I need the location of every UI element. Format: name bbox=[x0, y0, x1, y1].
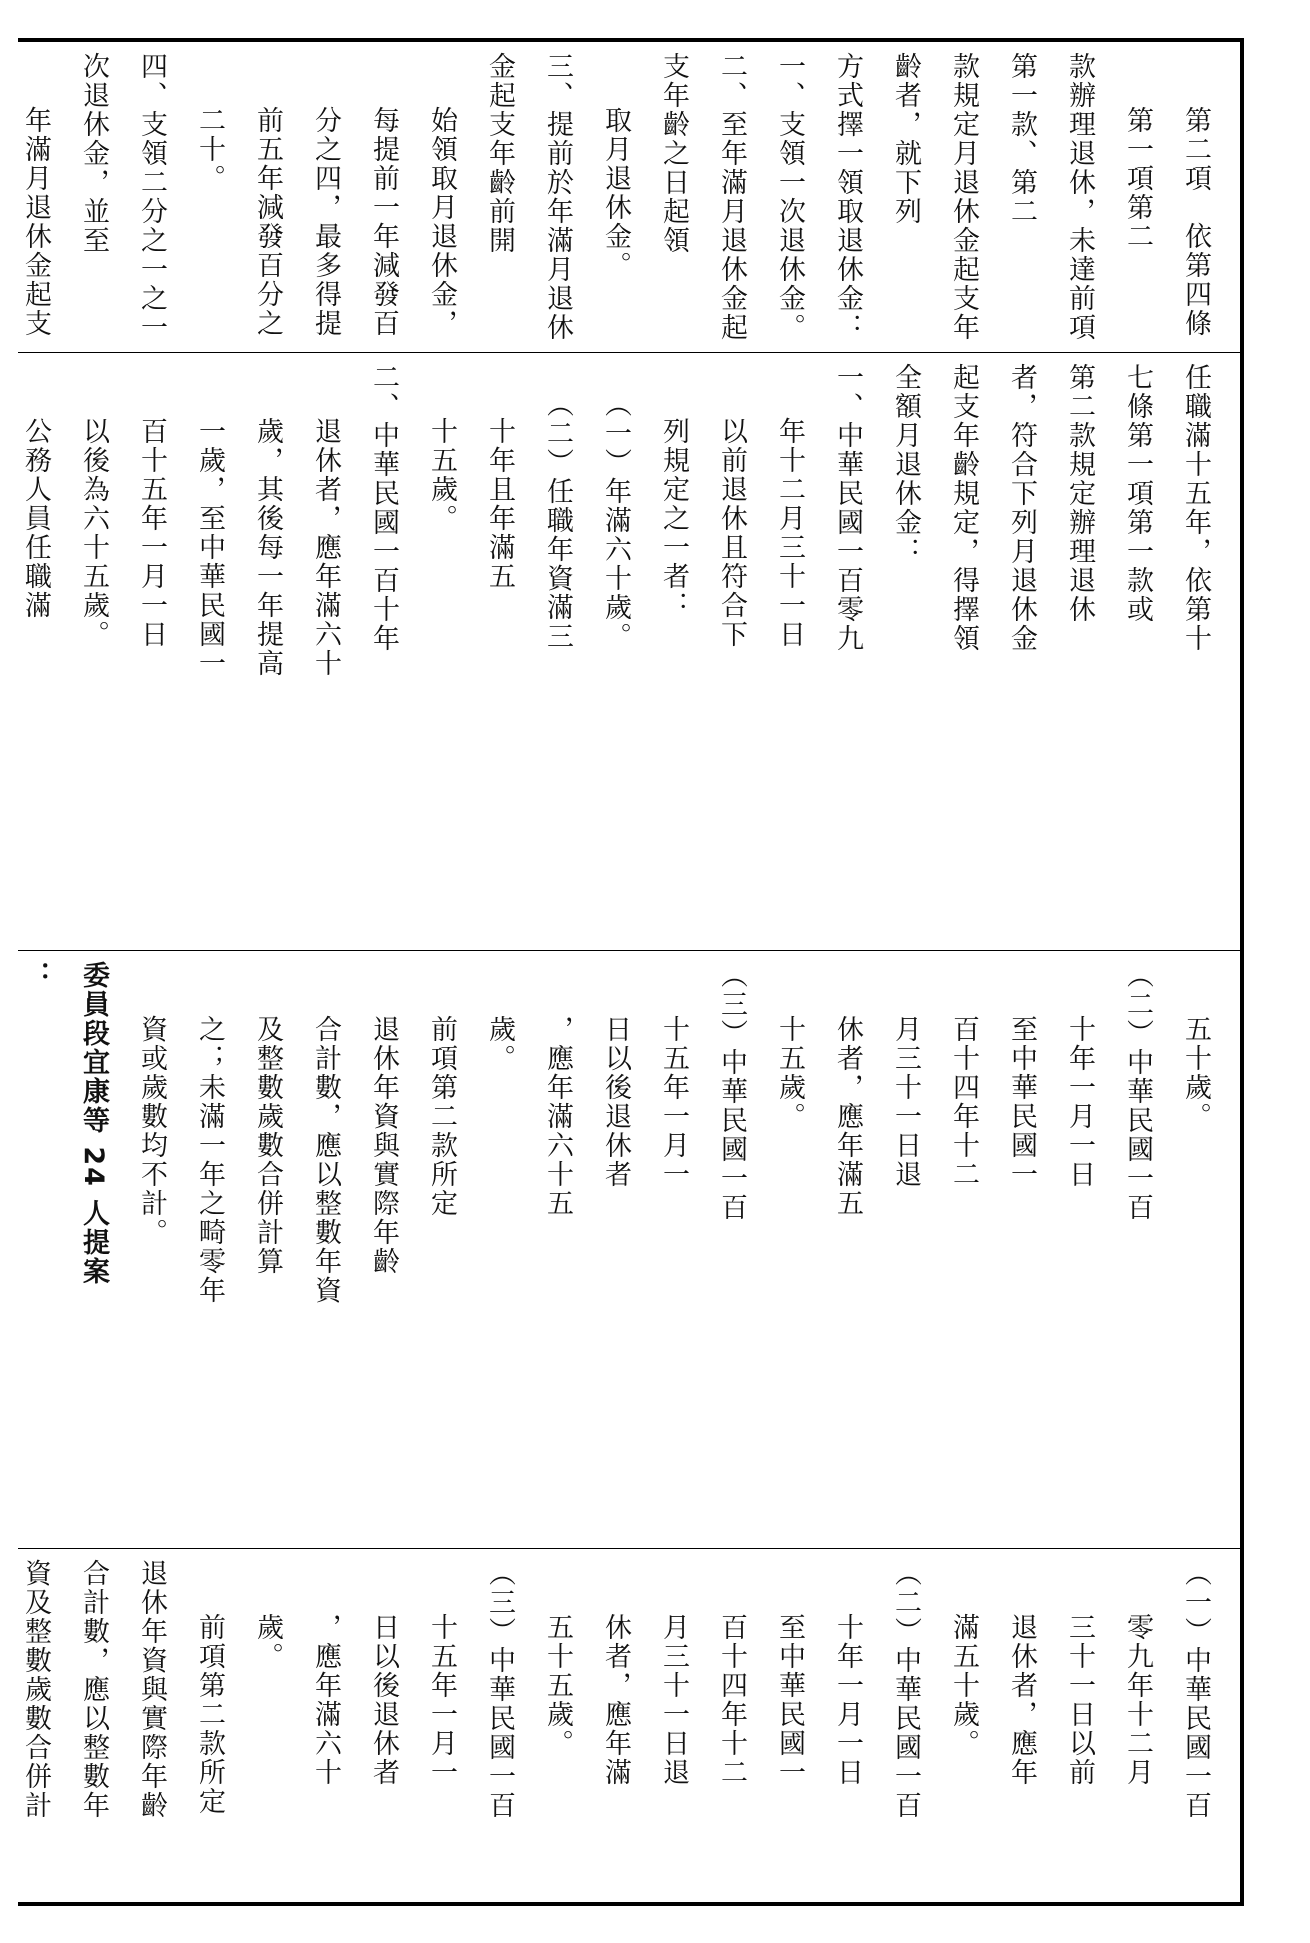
text-line: 合計數，應以整數年 bbox=[78, 1559, 109, 1820]
text-line: 月三十一日退 bbox=[658, 1613, 689, 1787]
text-line: 合計數，應以整數年資 bbox=[310, 1015, 341, 1305]
text-line: （二）中華民國一百 bbox=[1122, 961, 1153, 1222]
text-line: 二、中華民國一百十年 bbox=[368, 363, 399, 653]
text-line: 二十。 bbox=[194, 106, 225, 193]
text-line: 十年一月一日 bbox=[832, 1613, 863, 1787]
text-line: 分之四，最多得提前五年減發百分之 bbox=[252, 106, 341, 338]
text-line: 滿五十歲。 bbox=[948, 1613, 979, 1758]
text-line: 十年一月一日 bbox=[1064, 1015, 1095, 1189]
text-line: 四、支領二分之一之一次退休金，並至 bbox=[78, 52, 167, 342]
text-line: 二、至年滿月退休金起支年齡之日起領 bbox=[658, 52, 747, 342]
text-line: 七條第一項第一款或 bbox=[1122, 363, 1153, 624]
text-line: 退休年資與實際年齡 bbox=[136, 1559, 167, 1820]
text-line: 十年且年滿五 bbox=[484, 417, 515, 591]
text-line: 退休年資與實際年齡 bbox=[368, 1015, 399, 1276]
text-line: 月三十一日退 bbox=[890, 1015, 921, 1189]
text-line: 列規定之一者： bbox=[658, 417, 689, 620]
vertical-text-2 bbox=[18, 353, 1240, 950]
text-line: ，應年滿六十五 bbox=[542, 1015, 573, 1218]
text-line: 及整數歲數合併計算 bbox=[252, 1015, 283, 1276]
text-line: （二）中華民國一百 bbox=[890, 1559, 921, 1820]
text-line: （一）中華民國一百 bbox=[1180, 1559, 1211, 1820]
text-line: 歲。 bbox=[484, 1015, 515, 1073]
proposal-heading: 委員段宜康等 24 人提案 bbox=[78, 961, 109, 1287]
text-block-4 bbox=[18, 1548, 1240, 1928]
text-line: 日以後退休者 bbox=[368, 1613, 399, 1787]
text-line: 取月退休金。 bbox=[600, 106, 631, 280]
vertical-text-4 bbox=[18, 1549, 1240, 1928]
text-line: 一歲，至中華民國一 bbox=[194, 417, 225, 678]
text-line: （二）任職年資滿三 bbox=[542, 390, 573, 651]
vertical-text-3 bbox=[18, 951, 1240, 1548]
text-line: 十五年一月一 bbox=[426, 1613, 457, 1787]
text-line: 至中華民國一 bbox=[1006, 1015, 1037, 1189]
text-line: 一、支領一次退休金。 bbox=[774, 52, 805, 342]
text-line: 十五歲。 bbox=[774, 1015, 805, 1131]
text-line: 資及整數歲數合併計 bbox=[20, 1559, 51, 1820]
text-line: 第二款規定辦理退休 bbox=[1064, 363, 1095, 624]
text-block-2 bbox=[18, 352, 1240, 950]
text-line: 第二項 依第四條第一項第二 bbox=[1122, 106, 1211, 338]
text-line: 全額月退休金： bbox=[890, 363, 921, 566]
text-line: 前項第二款所定 bbox=[194, 1613, 225, 1816]
text-block-1 bbox=[18, 42, 1240, 352]
text-line: 年滿月退休金起支 bbox=[20, 106, 51, 338]
proposal-heading-colon: ： bbox=[20, 961, 51, 990]
text-line: 者，符合下列月退休金 bbox=[1006, 363, 1037, 653]
text-block-3 bbox=[18, 950, 1240, 1548]
text-line: （一）年滿六十歲。 bbox=[600, 390, 631, 651]
text-line: （三）中華民國一百 bbox=[716, 961, 747, 1222]
text-line: 年十二月三十一日 bbox=[774, 417, 805, 649]
text-line: 以前退休且符合下 bbox=[716, 417, 747, 649]
text-line: 百十四年十二 bbox=[716, 1613, 747, 1787]
text-line: 始領取月退休金，每提前一年減發百 bbox=[368, 106, 457, 338]
text-line: 歲。 bbox=[252, 1613, 283, 1671]
text-line: ，應年滿六十 bbox=[310, 1613, 341, 1787]
text-line: 五十五歲。 bbox=[542, 1613, 573, 1758]
text-line: 休者，應年滿 bbox=[600, 1613, 631, 1787]
text-line: 前項第二款所定 bbox=[426, 1015, 457, 1218]
text-line: 十五年一月一 bbox=[658, 1015, 689, 1189]
text-line: 款規定月退休金起支年齡者，就下列 bbox=[890, 52, 979, 342]
text-line: 三、提前於年滿月退休金起支年齡前開 bbox=[484, 52, 573, 342]
text-line: 資或歲數均不計。 bbox=[136, 1015, 167, 1247]
text-line: 退休者，應年滿六十 bbox=[310, 417, 341, 678]
text-line: 起支年齡規定，得擇領 bbox=[948, 363, 979, 653]
text-line: 百十四年十二 bbox=[948, 1015, 979, 1189]
text-line: 款辦理退休，未達前項第一款、第二 bbox=[1006, 52, 1095, 342]
text-line: 零九年十二月 bbox=[1122, 1613, 1153, 1787]
page-frame bbox=[18, 38, 1244, 1906]
text-line: 一、中華民國一百零九 bbox=[832, 363, 863, 653]
vertical-text-1 bbox=[18, 42, 1240, 352]
text-line: 以後為六十五歲。 bbox=[78, 417, 109, 649]
text-line: 五十歲。 bbox=[1180, 1015, 1211, 1131]
text-line: 任職滿十五年，依第十 bbox=[1180, 363, 1211, 653]
text-line: 退休者，應年 bbox=[1006, 1613, 1037, 1787]
text-line: 日以後退休者 bbox=[600, 1015, 631, 1189]
text-line: 休者，應年滿五 bbox=[832, 1015, 863, 1218]
text-line: 之；未滿一年之畸零年 bbox=[194, 1015, 225, 1305]
text-line: 十五歲。 bbox=[426, 417, 457, 533]
text-line: 三十一日以前 bbox=[1064, 1613, 1095, 1787]
text-line: 方式擇一領取退休金： bbox=[832, 52, 863, 342]
text-line: 公務人員任職滿 bbox=[20, 417, 51, 620]
text-line: 歲，其後每一年提高 bbox=[252, 417, 283, 678]
text-line: （三）中華民國一百 bbox=[484, 1559, 515, 1820]
text-line: 至中華民國一 bbox=[774, 1613, 805, 1787]
text-line: 百十五年一月一日 bbox=[136, 417, 167, 649]
